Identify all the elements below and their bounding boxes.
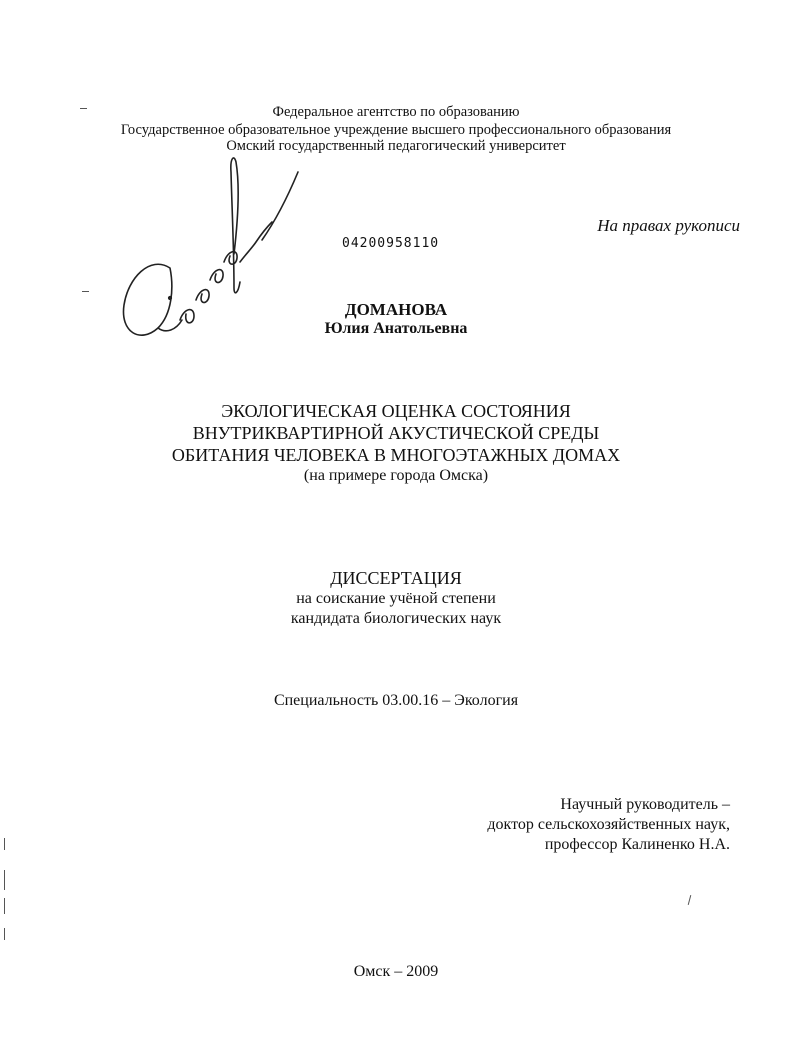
manuscript-note: На правах рукописи [597,216,740,235]
scan-mark [4,928,5,940]
thesis-title-line1: ЭКОЛОГИЧЕСКАЯ ОЦЕНКА СОСТОЯНИЯ [221,401,571,421]
thesis-title-line3: ОБИТАНИЯ ЧЕЛОВЕКА В МНОГОЭТАЖНЫХ ДОМАХ [171,445,621,465]
thesis-title-line2: ВНУТРИКВАРТИРНОЙ АКУСТИЧЕСКОЙ СРЕДЫ [192,423,600,443]
specialty: Специальность 03.00.16 – Экология [273,692,519,709]
scan-mark [4,898,5,914]
document-type-degree: кандидата биологических наук [290,610,502,627]
author-surname: ДОМАНОВА [344,300,448,319]
author-given-names: Юлия Анатольевна [324,320,468,337]
university-name: Омский государственный педагогический университет [226,138,566,154]
agency-name: Федеральное агентство по образованию [272,104,520,120]
registration-number: 04200958110 [342,236,440,251]
supervisor-name: профессор Калиненко Н.А. [544,836,730,853]
document-type-purpose: на соискание учёной степени [296,590,496,607]
thesis-subtitle: (на примере города Омска) [303,467,489,484]
scan-mark [4,870,5,890]
scan-mark [82,291,89,292]
supervisor-role: Научный руководитель – [560,796,730,813]
scan-mark [688,895,692,905]
document-type-label: ДИССЕРТАЦИЯ [330,568,462,588]
scan-mark [4,838,5,850]
supervisor-degree: доктор сельскохозяйственных наук, [487,816,730,833]
institution-type: Государственное образовательное учреждение высшего профессионального образования [120,122,672,138]
place-and-year: Омск – 2009 [353,963,439,980]
